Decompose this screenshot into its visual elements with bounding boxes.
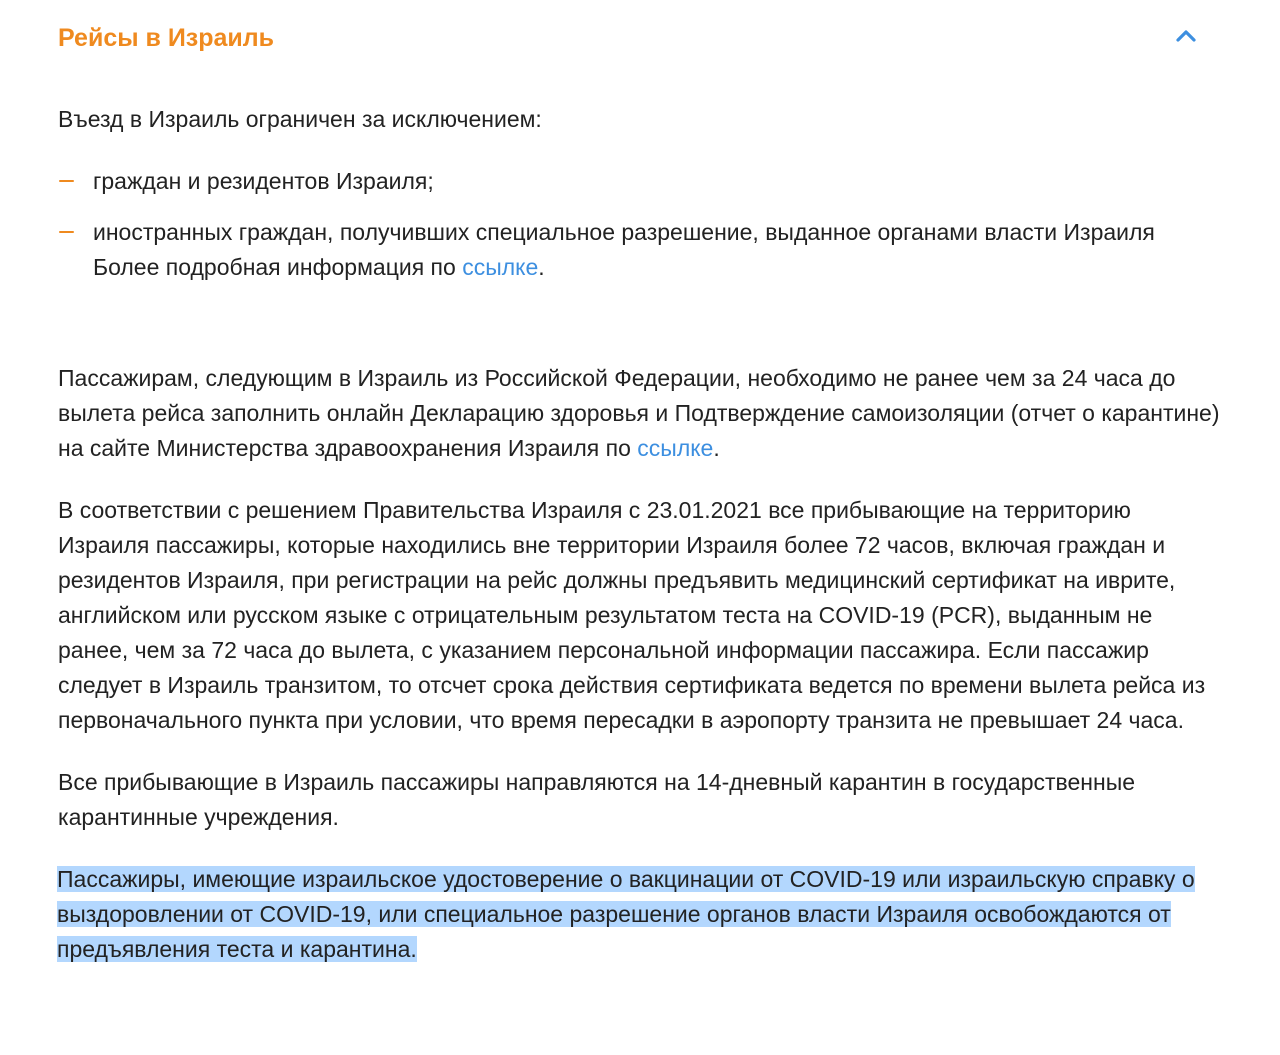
accordion-title[interactable]: Рейсы в Израиль <box>58 24 275 52</box>
vaccination-exemption-paragraph <box>57 862 1225 967</box>
chevron-up-icon[interactable] <box>1174 24 1198 48</box>
more-info-suffix: . <box>538 254 545 280</box>
declaration-suffix: . <box>713 435 720 461</box>
list-item <box>58 164 1228 199</box>
accordion-content <box>58 102 1228 967</box>
intro-text: Въезд в Израиль ограничен за исключением: <box>58 106 542 132</box>
list-item <box>58 215 1228 285</box>
list-item-text: иностранных граждан, получивших специальное разрешение, выданное органами власти Израиля <box>93 219 1155 245</box>
accordion-header-flights-to-israel[interactable] <box>58 20 1208 60</box>
quarantine-paragraph: Все прибывающие в Израиль пассажиры направляются на 14-дневный карантин в государственные карантинные учреждения. <box>58 769 1136 830</box>
declaration-text: Пассажирам, следующим в Израиль из Российской Федерации, необходимо не ранее чем за 24 часа до вылета рейса заполнить онлайн Декларацию здоровья и Подтверждение самоизоляции (отчет о карантине) на сайте Министерства здравоохранения Израиля по <box>58 365 1220 461</box>
selected-text: Пассажиры, имеющие израильское удостоверение о вакцинации от COVID-19 или израильскую справку о выздоровлении от COVID-19, или специальное разрешение органов власти Израиля освобождаются от предъявления теста и карантина. <box>57 866 1195 962</box>
list-item-text: граждан и резидентов Израиля; <box>93 168 434 194</box>
health-declaration-link[interactable]: ссылке <box>637 435 714 461</box>
more-info-link[interactable]: ссылке <box>462 254 539 280</box>
exception-list <box>58 164 1228 285</box>
more-info-prefix: Более подробная информация по <box>93 254 463 280</box>
declaration-paragraph <box>58 361 1228 466</box>
pcr-requirement-paragraph: В соответствии с решением Правительства Израиля с 23.01.2021 все прибывающие на территорию Израиля пассажиры, которые находились вне территории Израиля более 72 часов, включая граждан и резидентов Израиля, при регистрации на рейс должны предъявить медицинский сертификат на иврите, английском или русском языке с отрицательным результатом теста на COVID-19 (PCR), выданным не ранее, чем за 72 часа до вылета, с указанием персональной информации пассажира. Если пассажир следует в Израиль транзитом, то отсчет срока действия сертификата ведется по времени вылета рейса из первоначального пункта при условии, что время пересадки в аэропорту транзита не превышает 24 часа. <box>58 497 1206 733</box>
